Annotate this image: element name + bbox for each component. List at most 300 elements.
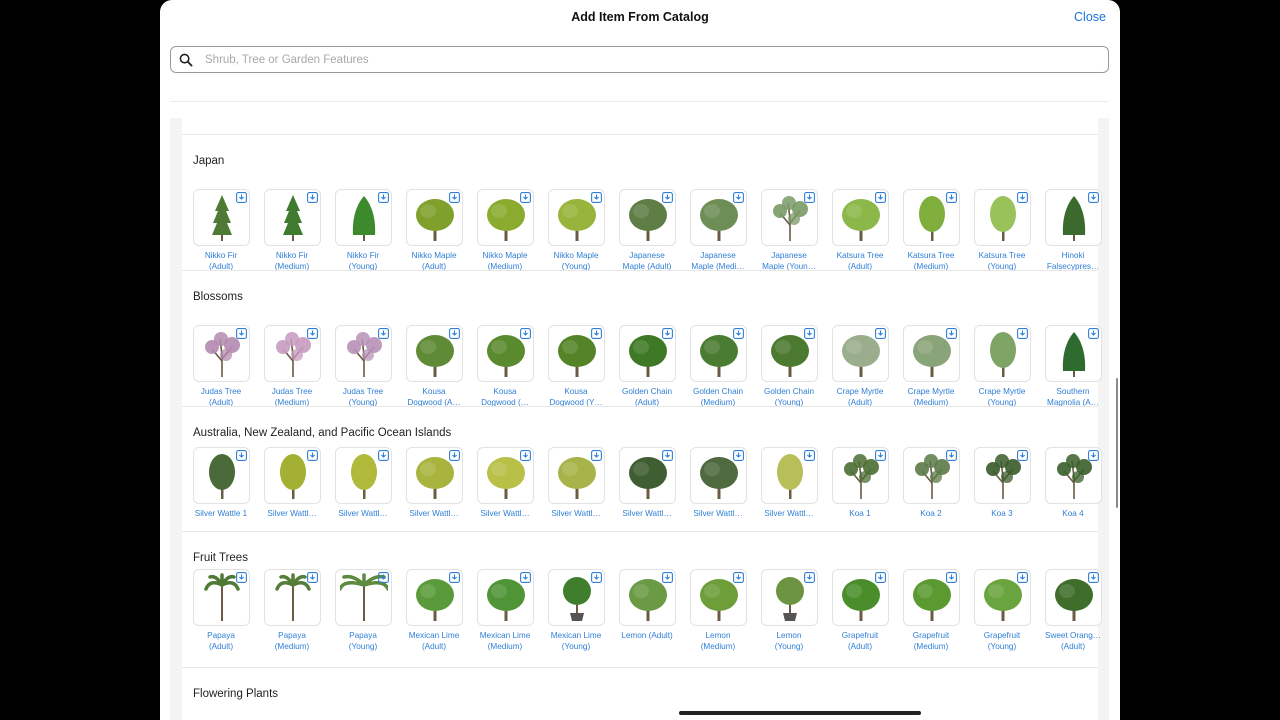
catalog-item-row [192, 447, 1109, 537]
item-label-line1: Papaya [278, 631, 306, 640]
item-label-line2: (Young) [348, 262, 378, 271]
item-thumbnail[interactable] [548, 569, 605, 626]
item-label [969, 508, 1035, 519]
catalog-panel [170, 118, 1109, 720]
download-icon[interactable] [946, 572, 957, 583]
catalog-item[interactable] [902, 569, 973, 659]
item-thumbnail[interactable] [619, 189, 676, 246]
item-label-line1: Silver Wattl… [622, 509, 672, 518]
download-icon[interactable] [1017, 450, 1028, 461]
item-label [472, 250, 538, 272]
item-label [898, 630, 964, 652]
download-icon[interactable] [804, 192, 815, 203]
download-icon[interactable] [449, 572, 460, 583]
item-thumbnail[interactable] [619, 569, 676, 626]
item-label-line1: Silver Wattl… [693, 509, 743, 518]
item-label-line1: Judas Tree [200, 387, 242, 396]
item-thumbnail[interactable] [690, 569, 747, 626]
item-label-line2: (Adult) [208, 262, 234, 271]
item-label-line2: Dogwood (… [481, 398, 529, 407]
download-icon[interactable] [449, 450, 460, 461]
item-label-line1: Lemon (Adult) [621, 631, 673, 640]
item-thumbnail[interactable] [832, 189, 889, 246]
download-icon[interactable] [236, 450, 247, 461]
item-label-line1: Kousa [422, 387, 446, 396]
item-label [472, 508, 538, 519]
item-label [898, 250, 964, 272]
catalog-item[interactable] [192, 325, 263, 415]
item-thumbnail[interactable] [193, 447, 250, 504]
download-icon[interactable] [378, 450, 389, 461]
item-label-line1: Mexican Lime [408, 631, 460, 640]
item-label-line2: Falsecypres… [1046, 262, 1100, 271]
download-icon[interactable] [804, 572, 815, 583]
download-icon[interactable] [804, 450, 815, 461]
item-label-line1: Nikko Fir [275, 251, 309, 260]
item-thumbnail[interactable] [548, 447, 605, 504]
item-thumbnail[interactable] [264, 325, 321, 382]
item-label [472, 386, 538, 408]
item-thumbnail[interactable] [1045, 447, 1102, 504]
catalog-item[interactable] [902, 189, 973, 279]
item-label [1040, 630, 1106, 652]
item-label [827, 508, 893, 519]
item-label [188, 250, 254, 272]
catalog-item[interactable] [334, 189, 405, 279]
sheet-header [160, 0, 1120, 36]
item-thumbnail[interactable] [193, 325, 250, 382]
item-label [259, 386, 325, 408]
item-label [330, 630, 396, 652]
item-label [330, 250, 396, 272]
item-label-line2: (Adult) [1060, 642, 1086, 651]
item-label-line1: Nikko Fir [204, 251, 238, 260]
item-label-line1: Grapefruit [912, 631, 950, 640]
catalog-item[interactable] [831, 325, 902, 415]
item-label [330, 386, 396, 408]
item-label [969, 250, 1035, 272]
download-icon[interactable] [875, 328, 886, 339]
catalog-item[interactable] [263, 325, 334, 415]
catalog-item[interactable] [476, 325, 547, 415]
item-label-line1: Golden Chain [621, 387, 673, 396]
item-label-line1: Silver Wattl… [338, 509, 388, 518]
item-label-line1: Japanese [771, 251, 807, 260]
download-icon[interactable] [875, 192, 886, 203]
item-label [330, 508, 396, 519]
scrollbar[interactable] [1116, 378, 1118, 508]
catalog-item[interactable] [760, 447, 831, 537]
item-thumbnail[interactable] [406, 569, 463, 626]
item-label-line2: (Adult) [421, 642, 447, 651]
download-icon[interactable] [946, 192, 957, 203]
item-thumbnail[interactable] [832, 569, 889, 626]
item-label-line1: Nikko Maple [411, 251, 457, 260]
catalog-item[interactable] [405, 447, 476, 537]
item-thumbnail[interactable] [761, 447, 818, 504]
item-thumbnail[interactable] [903, 189, 960, 246]
catalog-item-row [192, 189, 1109, 279]
item-label [543, 508, 609, 519]
download-icon[interactable] [307, 572, 318, 583]
download-icon[interactable] [1017, 328, 1028, 339]
catalog-section [182, 270, 1098, 406]
catalog-item[interactable] [405, 325, 476, 415]
item-thumbnail[interactable] [832, 325, 889, 382]
download-icon[interactable] [520, 192, 531, 203]
item-label-line1: Katsura Tree [978, 251, 1026, 260]
item-label-line1: Lemon [705, 631, 731, 640]
search-icon [179, 53, 193, 67]
item-label [969, 386, 1035, 408]
item-label [898, 386, 964, 408]
download-icon[interactable] [875, 450, 886, 461]
item-label [259, 250, 325, 272]
catalog-item[interactable] [405, 189, 476, 279]
catalog-item[interactable] [263, 447, 334, 537]
item-label-line1: Crape Myrtle [836, 387, 884, 396]
catalog-item[interactable] [405, 569, 476, 659]
item-thumbnail[interactable] [832, 447, 889, 504]
item-label [685, 630, 751, 652]
home-indicator [679, 711, 921, 715]
download-icon[interactable] [520, 328, 531, 339]
item-label-line1: Crape Myrtle [978, 387, 1026, 396]
download-icon[interactable] [307, 328, 318, 339]
item-thumbnail[interactable] [406, 325, 463, 382]
catalog-item[interactable] [902, 447, 973, 537]
item-label-line1: Silver Wattl… [551, 509, 601, 518]
catalog-item[interactable] [547, 325, 618, 415]
item-label-line1: Koa 4 [1062, 509, 1084, 518]
item-label-line1: Golden Chain [692, 387, 744, 396]
item-label [401, 508, 467, 519]
catalog-item[interactable] [902, 325, 973, 415]
item-label [543, 250, 609, 272]
download-icon[interactable] [733, 572, 744, 583]
item-label [685, 508, 751, 519]
catalog-item[interactable] [760, 325, 831, 415]
item-label-line2: (Young) [987, 262, 1017, 271]
catalog-item[interactable] [192, 569, 263, 659]
item-thumbnail[interactable] [761, 189, 818, 246]
catalog-item[interactable] [831, 447, 902, 537]
section-title: Fruit Trees [193, 552, 248, 564]
item-thumbnail[interactable] [903, 447, 960, 504]
download-icon[interactable] [591, 192, 602, 203]
catalog-item[interactable] [760, 189, 831, 279]
item-label-line2: (Medium) [913, 398, 949, 407]
item-label-line2: (Adult) [847, 398, 873, 407]
download-icon[interactable] [733, 328, 744, 339]
item-label [756, 386, 822, 408]
item-label-line1: Koa 2 [920, 509, 942, 518]
item-label-line1: Japanese [629, 251, 665, 260]
item-thumbnail[interactable] [193, 569, 250, 626]
item-thumbnail[interactable] [477, 447, 534, 504]
item-label-line1: Koa 3 [991, 509, 1013, 518]
catalog-item-row [192, 569, 1109, 659]
item-label-line1: Judas Tree [271, 387, 313, 396]
item-thumbnail[interactable] [335, 569, 392, 626]
item-label-line1: Nikko Maple [553, 251, 599, 260]
item-label [188, 386, 254, 408]
item-label [969, 630, 1035, 652]
item-label [543, 386, 609, 408]
item-label-line2: (Adult) [847, 262, 873, 271]
download-icon[interactable] [236, 572, 247, 583]
catalog-item[interactable] [831, 569, 902, 659]
catalog-item[interactable] [476, 569, 547, 659]
item-label-line2: (Medium) [913, 642, 949, 651]
download-icon[interactable] [804, 328, 815, 339]
item-label [756, 630, 822, 652]
item-thumbnail[interactable] [1045, 189, 1102, 246]
item-label [756, 250, 822, 272]
item-label-line2: (Adult) [847, 642, 873, 651]
item-label-line1: Silver Wattl… [480, 509, 530, 518]
item-label-line1: Koa 1 [849, 509, 871, 518]
catalog-item[interactable] [973, 569, 1044, 659]
section-title: Flowering Plants [193, 688, 279, 700]
item-label-line2: (Adult) [208, 642, 234, 651]
item-label [1040, 508, 1106, 519]
item-label-line2: Maple (Medi… [691, 262, 745, 271]
item-label-line1: Mexican Lime [550, 631, 602, 640]
item-label [543, 630, 609, 652]
item-label [401, 250, 467, 272]
download-icon[interactable] [378, 572, 389, 583]
download-icon[interactable] [236, 192, 247, 203]
download-icon[interactable] [662, 192, 673, 203]
download-icon[interactable] [449, 328, 460, 339]
catalog-item[interactable] [689, 189, 760, 279]
catalog-item[interactable] [547, 447, 618, 537]
download-icon[interactable] [591, 328, 602, 339]
item-label-line2: (Medium) [913, 262, 949, 271]
item-thumbnail[interactable] [761, 569, 818, 626]
catalog-section [182, 406, 1098, 542]
item-label-line2: (Medium) [274, 398, 310, 407]
catalog-section [182, 667, 1098, 720]
item-label-line1: Judas Tree [342, 387, 384, 396]
item-label-line2: Maple (Adult) [622, 262, 672, 271]
item-thumbnail[interactable] [477, 325, 534, 382]
download-icon[interactable] [662, 328, 673, 339]
item-thumbnail[interactable] [619, 325, 676, 382]
item-thumbnail[interactable] [264, 189, 321, 246]
item-label [685, 386, 751, 408]
catalog-item[interactable] [476, 447, 547, 537]
item-label-line1: Golden Chain [763, 387, 815, 396]
item-label-line2: (Medium) [487, 642, 523, 651]
item-thumbnail[interactable] [903, 569, 960, 626]
item-label-line1: Papaya [349, 631, 377, 640]
download-icon[interactable] [662, 572, 673, 583]
catalog-item[interactable] [476, 189, 547, 279]
item-label-line2: (Adult) [634, 398, 660, 407]
item-label [401, 386, 467, 408]
item-label-line1: Nikko Fir [346, 251, 380, 260]
catalog-item[interactable] [547, 569, 618, 659]
search-input[interactable] [205, 49, 1085, 71]
section-title: Blossoms [193, 291, 243, 303]
catalog-item[interactable] [1044, 325, 1109, 415]
item-label-line2: (Medium) [700, 398, 736, 407]
catalog-item[interactable] [1044, 189, 1109, 279]
close-button[interactable]: Close [1074, 10, 1106, 24]
item-label-line2: (Adult) [208, 398, 234, 407]
item-thumbnail[interactable] [406, 189, 463, 246]
catalog-sheet [160, 0, 1120, 720]
download-icon[interactable] [1017, 192, 1028, 203]
item-thumbnail[interactable] [548, 189, 605, 246]
download-icon[interactable] [520, 572, 531, 583]
download-icon[interactable] [875, 572, 886, 583]
item-thumbnail[interactable] [1045, 325, 1102, 382]
download-icon[interactable] [733, 192, 744, 203]
item-thumbnail[interactable] [548, 325, 605, 382]
catalog-item[interactable] [831, 189, 902, 279]
item-thumbnail[interactable] [690, 189, 747, 246]
catalog-list[interactable] [182, 118, 1101, 720]
item-thumbnail[interactable] [690, 325, 747, 382]
item-thumbnail[interactable] [406, 447, 463, 504]
download-icon[interactable] [520, 450, 531, 461]
item-thumbnail[interactable] [335, 447, 392, 504]
catalog-item[interactable] [618, 189, 689, 279]
item-thumbnail[interactable] [903, 325, 960, 382]
download-icon[interactable] [378, 192, 389, 203]
item-label-line1: Papaya [207, 631, 235, 640]
item-label [614, 250, 680, 272]
item-label [827, 630, 893, 652]
item-label-line2: Dogwood (A… [407, 398, 461, 407]
search-bar[interactable] [170, 46, 1109, 73]
catalog-item[interactable] [973, 189, 1044, 279]
download-icon[interactable] [1088, 192, 1099, 203]
item-label-line1: Grapefruit [841, 631, 879, 640]
item-thumbnail[interactable] [619, 447, 676, 504]
item-label-line2: (Medium) [700, 642, 736, 651]
catalog-item[interactable] [547, 189, 618, 279]
catalog-section [182, 134, 1098, 270]
item-thumbnail[interactable] [264, 569, 321, 626]
item-label-line1: Southern [1056, 387, 1090, 396]
item-label-line2: (Young) [348, 642, 378, 651]
item-thumbnail[interactable] [335, 189, 392, 246]
item-label-line1: Katsura Tree [907, 251, 955, 260]
catalog-item[interactable] [973, 325, 1044, 415]
item-label-line2: (Young) [987, 642, 1017, 651]
section-title: Japan [193, 155, 225, 167]
catalog-item[interactable] [689, 569, 760, 659]
item-label [1040, 250, 1106, 272]
item-thumbnail[interactable] [974, 325, 1031, 382]
item-label-line2: Magnolia (A… [1047, 398, 1099, 407]
item-label [259, 630, 325, 652]
download-icon[interactable] [1088, 572, 1099, 583]
item-label [472, 630, 538, 652]
catalog-item[interactable] [618, 447, 689, 537]
catalog-item[interactable] [760, 569, 831, 659]
download-icon[interactable] [946, 450, 957, 461]
item-label-line1: Silver Wattl… [409, 509, 459, 518]
catalog-item[interactable] [1044, 447, 1109, 537]
item-label-line1: Lemon [776, 631, 802, 640]
catalog-item[interactable] [1044, 569, 1109, 659]
download-icon[interactable] [1088, 328, 1099, 339]
download-icon[interactable] [307, 450, 318, 461]
item-thumbnail[interactable] [974, 569, 1031, 626]
catalog-item[interactable] [689, 325, 760, 415]
download-icon[interactable] [591, 572, 602, 583]
item-label-line1: Silver Wattl… [267, 509, 317, 518]
download-icon[interactable] [662, 450, 673, 461]
catalog-item[interactable] [334, 325, 405, 415]
item-thumbnail[interactable] [477, 569, 534, 626]
item-label-line1: Silver Wattle 1 [194, 509, 248, 518]
download-icon[interactable] [378, 328, 389, 339]
item-thumbnail[interactable] [974, 447, 1031, 504]
item-thumbnail[interactable] [477, 189, 534, 246]
catalog-item[interactable] [618, 569, 689, 659]
download-icon[interactable] [449, 192, 460, 203]
item-label [898, 508, 964, 519]
item-label [614, 386, 680, 408]
item-thumbnail[interactable] [193, 189, 250, 246]
item-thumbnail[interactable] [1045, 569, 1102, 626]
item-label-line2: (Young) [348, 398, 378, 407]
catalog-item[interactable] [618, 325, 689, 415]
item-label-line1: Kousa [493, 387, 517, 396]
item-label-line1: Grapefruit [983, 631, 1021, 640]
catalog-item[interactable] [689, 447, 760, 537]
download-icon[interactable] [1017, 572, 1028, 583]
item-label-line1: Silver Wattl… [764, 509, 814, 518]
download-icon[interactable] [1088, 450, 1099, 461]
item-label [1040, 386, 1106, 408]
item-thumbnail[interactable] [974, 189, 1031, 246]
item-thumbnail[interactable] [690, 447, 747, 504]
item-label-line1: Japanese [700, 251, 736, 260]
download-icon[interactable] [946, 328, 957, 339]
item-label-line1: Mexican Lime [479, 631, 531, 640]
catalog-item[interactable] [263, 569, 334, 659]
section-title: Australia, New Zealand, and Pacific Ocean Islands [193, 427, 452, 439]
item-thumbnail[interactable] [761, 325, 818, 382]
item-label [614, 630, 680, 641]
item-label [685, 250, 751, 272]
download-icon[interactable] [733, 450, 744, 461]
item-label-line2: (Medium) [274, 642, 310, 651]
item-label-line2: Maple (Youn… [762, 262, 816, 271]
item-thumbnail[interactable] [264, 447, 321, 504]
catalog-item[interactable] [263, 189, 334, 279]
catalog-item[interactable] [192, 447, 263, 537]
download-icon[interactable] [307, 192, 318, 203]
catalog-item[interactable] [192, 189, 263, 279]
catalog-item[interactable] [334, 447, 405, 537]
page-title: Add Item From Catalog [571, 10, 709, 24]
item-label-line2: (Young) [774, 642, 804, 651]
download-icon[interactable] [591, 450, 602, 461]
download-icon[interactable] [236, 328, 247, 339]
catalog-item[interactable] [334, 569, 405, 659]
item-label [827, 250, 893, 272]
item-thumbnail[interactable] [335, 325, 392, 382]
catalog-item[interactable] [973, 447, 1044, 537]
